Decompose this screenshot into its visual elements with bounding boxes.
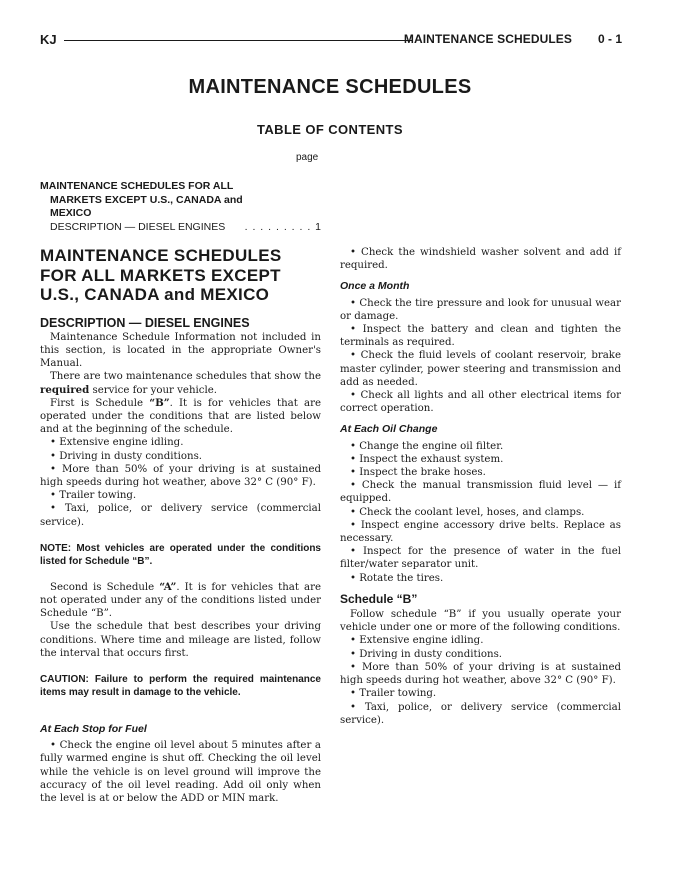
toc-entry-dots: . . . . . . . . . <box>244 220 312 233</box>
toc-entry[interactable] <box>40 221 322 235</box>
bullet-item: • Change the engine oil filter. <box>340 440 621 453</box>
section-title-line-1: MAINTENANCE SCHEDULES <box>40 246 282 265</box>
bullet-item: • More than 50% of your driving is at sustained high speeds during hot weather, above 32° C (90° F). <box>340 661 621 687</box>
bullet-item: • Check the windshield washer solvent and add if required. <box>340 246 621 272</box>
bullet-item: • Driving in dusty conditions. <box>340 648 621 661</box>
right-column <box>340 246 621 727</box>
bullet-item: • Inspect the battery and clean and tighten the terminals as required. <box>340 323 621 349</box>
once-a-month-heading: Once a Month <box>340 280 410 293</box>
page-title: MAINTENANCE SCHEDULES <box>188 76 472 98</box>
fuel-stop-heading: At Each Stop for Fuel <box>40 722 147 735</box>
bullet-item: • Extensive engine idling. <box>340 634 621 647</box>
toc-main-line-1: MAINTENANCE SCHEDULES FOR ALL <box>40 180 234 192</box>
p2-text-a: There are two maintenance schedules that show the <box>50 371 321 383</box>
note-text: NOTE: Most vehicles are operated under the conditions listed for Schedule “B”. <box>40 542 321 567</box>
p3-bold: “B” <box>149 396 170 409</box>
toc-title: TABLE OF CONTENTS <box>257 122 403 137</box>
bullet-item: • Taxi, police, or delivery service (commercial service). <box>340 701 621 727</box>
section-title-line-3: U.S., CANADA and MEXICO <box>40 285 270 304</box>
left-column <box>40 246 321 805</box>
toc-page-label: page <box>296 152 319 163</box>
p4-text-a: Second is Schedule <box>50 581 160 593</box>
bullet-item: • Check the manual transmission fluid level — if equipped. <box>340 479 621 505</box>
bullet-item: • Inspect for the presence of water in the fuel filter/water separator unit. <box>340 545 621 571</box>
toc-entry-label: DESCRIPTION — DIESEL ENGINES <box>50 220 226 233</box>
bullet-item: • Check the engine oil level about 5 minutes after a fully warmed engine is shut off. Checking the oil level while the vehicle is on level ground will improve the accuracy of the oil level reading. Add oil only when the level is at or below the ADD or MIN mark. <box>40 739 321 805</box>
bullet-item: • Inspect the exhaust system. <box>340 453 621 466</box>
paragraph-schedule-a <box>40 581 321 621</box>
schedule-b-intro: Follow schedule “B” if you usually operate your vehicle under one or more of the following conditions. <box>340 609 621 634</box>
bullet-item: • Trailer towing. <box>340 687 621 700</box>
toc-entry-page: 1 <box>315 220 322 233</box>
p2-text-b: service for your vehicle. <box>89 384 217 396</box>
caution-text: CAUTION: Failure to perform the required maintenance items may result in damage to the vehicle. <box>40 673 321 698</box>
description-heading: DESCRIPTION — DIESEL ENGINES <box>40 315 250 330</box>
schedule-b-heading: Schedule “B” <box>340 591 418 606</box>
bullet-item: • Check the tire pressure and look for unusual wear or damage. <box>340 297 621 323</box>
oil-change-heading: At Each Oil Change <box>340 423 438 436</box>
p3-text-b: . It is for vehicles that are operated under the conditions that are listed below and at the beginning of the schedule. <box>40 397 321 436</box>
table-of-contents <box>40 180 322 234</box>
chapter-code: KJ <box>40 32 57 47</box>
bullet-item: • Inspect the brake hoses. <box>340 466 621 479</box>
bullet-item: • Rotate the tires. <box>340 572 621 585</box>
p3-text-a: First is Schedule <box>50 397 150 409</box>
bullet-item: • Inspect engine accessory drive belts. Replace as necessary. <box>340 519 621 545</box>
paragraph-two-schedules <box>40 370 321 396</box>
page-number: 0 - 1 <box>597 32 622 46</box>
paragraph-use-schedule: Use the schedule that best describes your driving conditions. Where time and mileage are listed, follow the interval that occurs first. <box>40 621 321 659</box>
paragraph-schedule-b <box>40 397 321 437</box>
bullet-item: • Check the coolant level, hoses, and clamps. <box>340 506 621 519</box>
running-header <box>40 32 622 48</box>
bullet-item: • Check all lights and all other electrical items for correct operation. <box>340 389 621 415</box>
section-title-line-2: FOR ALL MARKETS EXCEPT <box>40 265 281 285</box>
bullet-item: • Taxi, police, or delivery service (commercial service). <box>40 502 321 528</box>
bullet-item: • Trailer towing. <box>40 489 321 502</box>
p4-text-b: . It is for vehicles that are not operated under any of the conditions listed under Schedule “B”. <box>40 581 321 620</box>
bullet-item: • Extensive engine idling. <box>40 436 321 449</box>
paragraph-owner-manual: Maintenance Schedule Information not included in this section, is located in the appropriate Owner's Manual. <box>40 331 321 370</box>
toc-main-line-2: MARKETS EXCEPT U.S., CANADA and <box>50 193 243 206</box>
section-title <box>40 246 321 305</box>
header-title: MAINTENANCE SCHEDULES <box>403 32 572 46</box>
bullet-item: • Check the fluid levels of coolant reservoir, brake master cylinder, power steering and transmission and add as needed. <box>340 349 621 389</box>
bullet-item: • Driving in dusty conditions. <box>40 450 321 463</box>
p4-bold: “A” <box>159 580 177 593</box>
bullet-item: • More than 50% of your driving is at sustained high speeds during hot weather, above 32° C (90° F). <box>40 463 321 489</box>
header-rule <box>64 40 412 41</box>
toc-main-line-3: MEXICO <box>50 207 92 219</box>
p2-bold: required <box>40 383 90 396</box>
